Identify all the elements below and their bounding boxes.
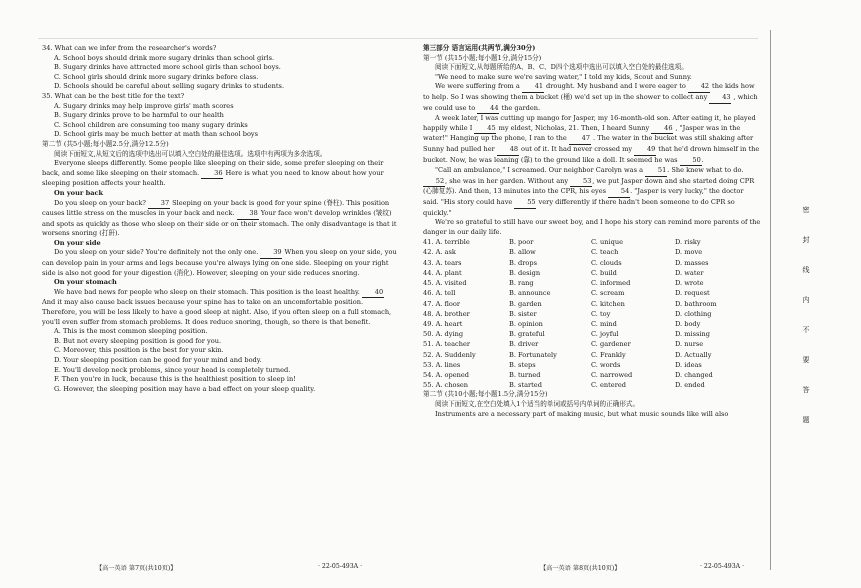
seal-char: 封 [802,236,810,244]
cloze-option-54-d: D. changed [675,370,713,379]
cloze-paragraph-1: We were suffering from a 41 drought. My husband and I were eager to 42 the kids how to help. So I was showing them a bucket (桶) we'd set up in the shower to collect any 43 , which we could use to 44 the garden. [423,82,761,114]
cloze-option-43-a: 43. A. tears [423,258,462,267]
cloze-option-41-b: B. poor [509,238,534,247]
blank-42[interactable]: 42 [688,82,710,93]
q34-option-b: B. Sugary drinks have attracted more school girls than school boys. [54,63,281,72]
cloze-option-41-c: C. unique [591,238,623,247]
binding-line [770,30,771,570]
q35-option-c: C. School children are consuming too many sugary drinks [54,120,248,129]
blank-40[interactable]: 40 [362,288,384,299]
paragraph-back: Do you sleep on your back? 37 Sleeping on your back is good for your spine (脊柱). This position causes little stress on the muscles in your back and neck. 38 Your face won't develop wrinkles (皱纹) and spots as quickly as those who sleep on their side or on their stomach. The only disadvantage is that it worsens snoring (打鼾). [42,198,397,238]
cloze-option-45-b: B. rang [509,279,534,288]
cloze-option-43-b: B. drops [509,258,537,267]
cloze-paragraph-3: "Call an ambulance," I screamed. Our neighbor Carolyn was a 51. She knew what to do. 52, she was in her garden. Without any 53, we put Jasper down and she started doing CPR (心肺复苏). And then, 13 minutes into the CPR, his eyes 54. "Jasper is very lucky," the doctor said. "His story could have 55 very differently if there hadn't been someone to do CPR so quickly." [423,166,755,217]
cloze-option-46-a: 46. A. tell [423,289,456,298]
cloze-option-53-d: D. ideas [675,360,702,369]
blank-41[interactable]: 41 [522,82,544,93]
cloze-option-54-b: B. turned [509,370,541,379]
seal-char: 题 [802,416,810,424]
cloze-option-50-b: B. grateful [509,330,545,339]
blank-45[interactable]: 45 [474,124,496,135]
cloze-option-45-a: 45. A. visited [423,279,467,288]
cloze-option-47-a: 47. A. floor [423,299,461,308]
cloze-option-54-c: C. narrowed [591,370,633,379]
blank-54[interactable]: 54 [608,187,630,198]
cloze-option-52-d: D. Actually [675,350,712,359]
cloze-option-42-b: B. allow [509,248,536,257]
blank-46[interactable]: 46 [651,124,673,135]
blank-37[interactable]: 37 [148,199,170,210]
seal-char: 要 [802,356,810,364]
seal-char: 密 [802,206,810,214]
cloze-quote: "We need to make sure we're saving water," I told my kids, Scout and Sunny. [435,72,692,81]
cloze-option-42-d: D. move [675,248,703,257]
cloze-option-51-d: D. nurse [675,340,704,349]
cloze-option-42-c: C. teach [591,248,619,257]
section1-instructions: 阅读下面短文,从每题所给的A、B、C、D四个选项中选出可以填入空白处的最佳选项。 [435,63,688,72]
seal-notice [800,195,812,435]
part3-title: 第三部分 语言运用(共两节,满分30分) [423,44,536,52]
seal-char: 内 [802,296,810,304]
left-column [42,44,397,394]
q34-option-c: C. School girls should drink more sugary drinks before class. [54,72,259,81]
cloze-option-44-a: 44. A. plant [423,268,462,277]
section2-instructions-right: 阅读下面短文,在空白处填入1个适当的单词或括号内单词的正确形式。 [435,399,640,408]
blank-44[interactable]: 44 [477,104,499,115]
blank-51[interactable]: 51 [645,166,667,177]
cloze-option-43-c: C. clouds [591,258,622,267]
blank-47[interactable]: 47 [569,134,591,145]
cloze-option-49-d: D. body [675,319,701,328]
cloze-option-49-a: 49. A. heart [423,319,463,328]
right-column [423,44,761,419]
blank-43[interactable]: 43 [709,93,731,104]
blank-36[interactable]: 36 [201,169,223,180]
choice-f: F. Then you're in luck, because this is the healthiest position to sleep in! [54,375,296,384]
cloze-option-52-a: 52. A. Suddenly [423,350,476,359]
cloze-option-46-d: D. request [675,289,710,298]
heading-on-your-back: On your back [54,188,104,197]
cloze-option-50-c: C. joyful [591,330,619,339]
cloze-option-53-c: C. words [591,360,621,369]
choice-b: B. But not every sleeping position is good for you. [54,336,222,345]
cloze-options-table [423,237,761,390]
top-rule [38,38,758,39]
cloze-paragraph-4: We're so grateful to still have our sweet boy, and I hope his story can remind more parents of the danger in our daily life. [423,218,761,236]
seal-char: 不 [802,326,810,334]
cloze-option-44-c: C. build [591,268,617,277]
section2-title: 第二节 (共5小题;每小题2.5分,满分12.5分) [42,139,169,148]
choice-c: C. Moreover, this position is the best for your skin. [54,346,224,355]
q34-option-d: D. Schools should be careful about selling sugary drinks to students. [54,82,285,91]
cloze-option-46-b: B. announce [509,289,551,298]
cloze-option-53-b: B. steps [509,360,536,369]
cloze-option-55-a: 55. A. chosen [423,381,468,390]
cloze-option-45-d: D. wrote [675,279,704,288]
cloze-option-43-d: D. masses [675,258,709,267]
blank-52[interactable]: 52 [423,177,445,188]
paragraph-side: Do you sleep on your side? You're definitely not the only one. 39 When you sleep on your side, you can develop pain in your arms and legs because you're always lying on one side. Sleeping on your right side is also not good for your digestion (消化). However, sleeping on your side reduces snoring. [42,248,397,277]
cloze-option-55-d: D. ended [675,381,705,390]
q34-stem: 34. What can we infer from the researcher's words? [42,44,217,52]
heading-on-your-side: On your side [54,238,101,247]
q35-option-d: D. School girls may be much better at math than school boys [54,130,259,139]
cloze-option-50-d: D. missing [675,330,710,339]
cloze-paragraph-2: A week later, I was cutting up mango for Jasper, my 16-month-old son. After eating it, he played happily while I 45 my eldest, Nicholas, 21. Then, I heard Sunny 46 , "Jasper was in the water!" Hanging up the phone, I ran to the 47 . The water in the bucket was still shaking after Sunny had pulled her 48 out of it. It had never crossed my 49 that he'd drown himself in the bucket. Now, he was leaning (靠) to the ground like a doll. It seemed he was 50. [423,114,761,166]
heading-on-your-stomach: On your stomach [54,278,117,287]
cloze-option-47-d: D. bathroom [675,299,717,308]
footer-page8-label: 【高一英语 第8页(共10页)】 [540,565,621,572]
blank-55[interactable]: 55 [514,198,536,209]
cloze-option-44-d: D. water [675,268,704,277]
cloze-option-55-c: C. entered [591,381,626,390]
footer-page7-label: 【高一英语 第7页(共10页)】 [96,565,177,572]
paragraph-stomach: We have bad news for people who sleep on their stomach. This position is the least healthy. 40 And it may also cause back issues because your spine has to take on an uncomfortable position. Therefore, you will be less likely to have a good sleep at night. Also, if you often sleep on a full stomach, you'll even suffer from stomach problems. It does reduce snoring, though, so there is that benefit. [42,287,392,326]
blank-48[interactable]: 48 [497,145,519,156]
cloze-option-47-b: B. garden [509,299,542,308]
cloze-option-41-d: D. risky [675,238,701,247]
cloze-option-55-b: B. started [509,381,542,390]
blank-49[interactable]: 49 [634,145,656,156]
section2-title-right: 第二节 (共10小题;每小题1.5分,满分15分) [423,390,548,399]
choice-a: A. This is the most common sleeping position. [54,327,208,336]
q35-stem: 35. What can be the best title for the text? [42,91,185,100]
cloze-option-49-b: B. opinion [509,319,543,328]
cloze-option-49-c: C. mind [591,319,617,328]
cloze-option-41-a: 41. A. terrible [423,238,470,247]
q35-option-b: B. Sugary drinks prove to be harmful to our health [54,111,224,120]
section1-title: 第一节 (共15小题;每小题1分,满分15分) [423,53,542,62]
cloze-option-45-c: C. informed [591,279,631,288]
q34-option-a: A. School boys should drink more sugary drinks than school girls. [54,53,275,62]
cloze-option-48-a: 48. A. brother [423,309,470,318]
paragraph-intro: Everyone sleeps differently. Some people like sleeping on their side, some prefer sleeping on their back, and some like sleeping on their stomach. 36 Here is what you need to know about how your sleeping position affects your health. [42,159,384,188]
blank-39[interactable]: 39 [260,248,282,259]
cloze-option-47-c: C. kitchen [591,299,625,308]
grammar-paragraph-1: Instruments are a necessary part of making music, but what music sounds like will also [435,409,729,418]
cloze-option-53-a: 53. A. lines [423,360,461,369]
cloze-option-51-a: 51. A. teacher [423,340,471,349]
cloze-option-48-b: B. sister [509,309,537,318]
cloze-option-54-a: 54. A. opened [423,370,469,379]
blank-50[interactable]: 50 [680,156,702,167]
cloze-option-52-b: B. Fortunately [509,350,557,359]
choice-g: G. However, the sleeping position may have a bad effect on your sleep quality. [54,384,316,393]
cloze-option-42-a: 42. A. ask [423,248,456,257]
blank-38[interactable]: 38 [237,209,259,220]
cloze-option-46-c: C. scream [591,289,625,298]
blank-53[interactable]: 53 [570,177,592,188]
cloze-option-52-c: C. Frankly [591,350,626,359]
footer-page7-code: · 22-05-493A · [318,563,363,570]
cloze-option-50-a: 50. A. dying [423,330,464,339]
cloze-option-51-b: B. driver [509,340,539,349]
seal-char: 答 [802,386,810,394]
seal-char: 线 [802,266,810,274]
section2-instructions: 阅读下面短文,从短文后的选项中选出可以填入空白处的最佳选项。选项中有两项为多余选项。 [54,149,327,158]
cloze-option-48-d: D. clothing [675,309,712,318]
cloze-option-51-c: C. gardener [591,340,631,349]
choice-d: D. Your sleeping position can be good for your mind and body. [54,356,262,364]
cloze-option-48-c: C. toy [591,309,611,318]
choice-e: E. You'll develop neck problems, since your head is completely turned. [54,365,291,374]
footer-page8-code: · 22-05-493A · [700,563,745,570]
q35-option-a: A. Sugary drinks may help improve girls' math scores [54,101,234,110]
cloze-option-44-b: B. design [509,268,541,277]
